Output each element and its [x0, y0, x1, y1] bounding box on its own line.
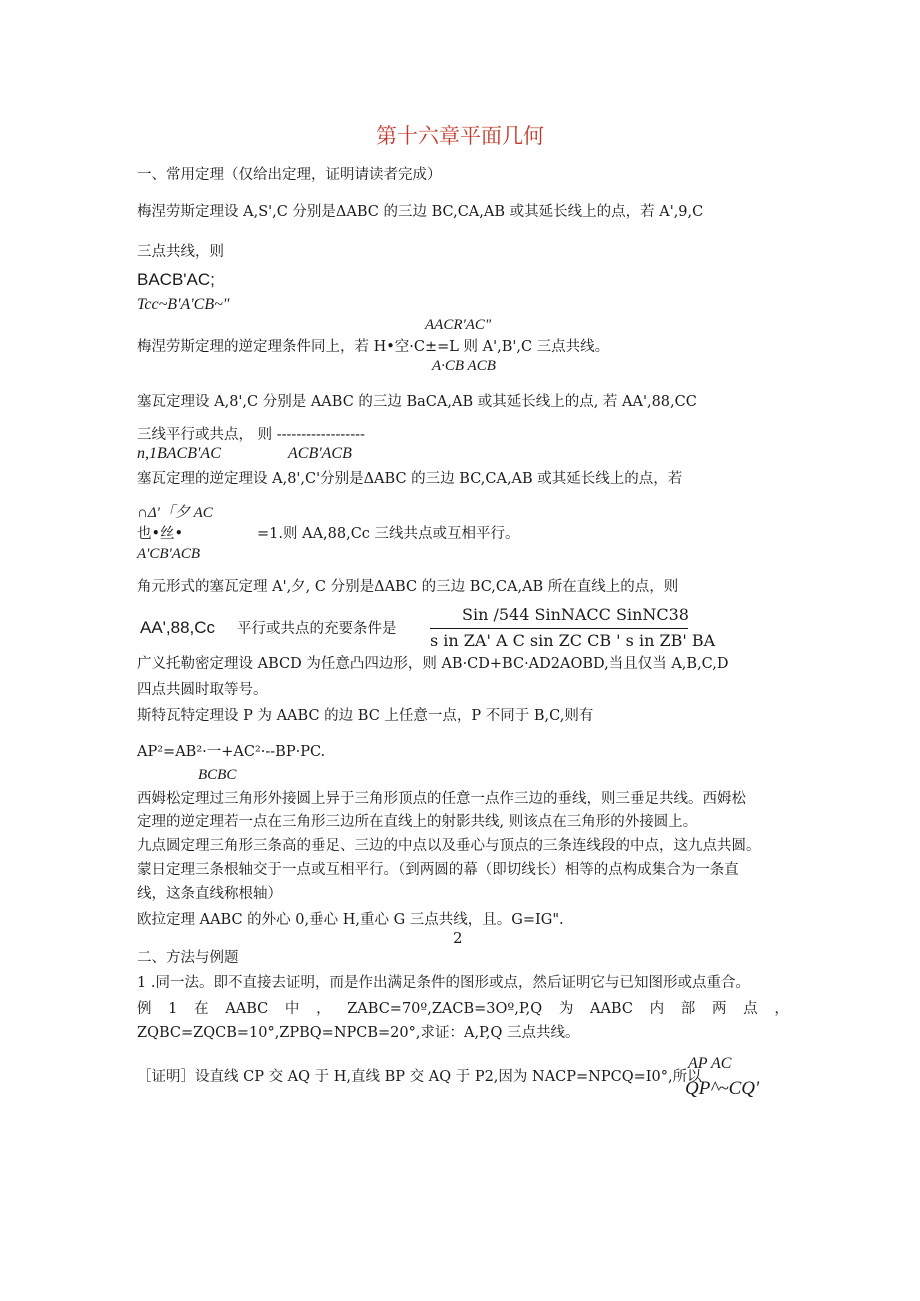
- example-word: 部: [680, 1001, 696, 1017]
- stewart-formula-denominators: BCBC: [198, 767, 237, 783]
- simson-theorem-line-2: 定理的逆定理若一点在三角形三边所在直线上的射影共线, 则该点在三角形的外接圆上。: [137, 814, 698, 830]
- ceva-theorem-line-1: 塞瓦定理设 A,8',C 分别是 AABC 的三边 BaCA,AB 或其延长线上的点, 若 AA',88,CC: [137, 394, 697, 410]
- ptolemy-theorem-line-1: 广义托勒密定理设 ABCD 为任意凸四边形，则 AB·CD+BC·AD2AOBD,当且仅当 A,B,C,D: [137, 656, 729, 672]
- method-same-approach: 1 .同一法。即不直接去证明，而是作出满足条件的图形或点，然后证明它与已知图形或点重合。: [137, 975, 750, 991]
- example-word: ，: [774, 1001, 789, 1017]
- ceva-formula-right: ACB'ACB: [288, 445, 352, 462]
- trig-ceva-condition-text: 平行或共点的充要条件是: [237, 621, 397, 637]
- proof-fraction-numerator: AP AC: [688, 1055, 732, 1072]
- menelaus-theorem-line-2: 三点共线，则: [137, 244, 224, 260]
- trig-ceva-theorem-line-1: 角元形式的塞瓦定理 A',夕, C 分别是ΔABC 的三边 BC,CA,AB 所在直线上的点，则: [137, 579, 679, 595]
- nine-point-circle-theorem: 九点圆定理三角形三条高的垂足、三边的中点以及垂心与顶点的三条连线段的中点，这九点共圆。: [137, 838, 761, 854]
- ceva-formula-left: n,1BACB'AC: [137, 445, 221, 462]
- euler-denominator: 2: [453, 929, 463, 947]
- example-word: 在: [194, 1001, 209, 1017]
- menelaus-theorem-line-1: 梅涅劳斯定理设 A,S',C 分别是ΔABC 的三边 BC,CA,AB 或其延长线上的点，若 A',9,C: [137, 204, 704, 220]
- ptolemy-theorem-line-2: 四点共圆时取等号。: [137, 682, 268, 698]
- section-heading-theorems: 一、常用定理（仅给出定理，证明请读者完成）: [137, 167, 442, 183]
- trig-ceva-lines: AA',88,Cc: [140, 618, 216, 637]
- trig-ceva-numerator: Sin /544 SinNACC SinNC38: [462, 605, 689, 624]
- example-word: AABC: [225, 1001, 269, 1017]
- monge-theorem-line-2: 线，这条直线称根轴）: [137, 886, 282, 902]
- example-1-statement: [137, 1000, 789, 1018]
- proof-line-1: ［证明］设直线 CP 交 AQ 于 H,直线 BP 交 AQ 于 P2,因为 NACP=NPCQ=I0°,所以: [137, 1069, 702, 1085]
- ceva-theorem-line-2: 三线平行或共点， 则 ------------------: [137, 427, 365, 443]
- trig-ceva-fraction-bar: [430, 628, 688, 629]
- example-word: ZABC=70º,ZACB=3Oº,P,Q: [347, 1001, 543, 1017]
- ceva-inverse-theorem: 塞瓦定理的逆定理设 A,8',C'分别是ΔABC 的三边 BC,CA,AB 或其延长线上的点，若: [137, 471, 683, 487]
- ceva-inverse-conclusion: =1.则 AA,88,Cc 三线共点或互相平行。: [257, 526, 520, 542]
- monge-theorem-line-1: 蒙日定理三条根轴交于一点或互相平行。（到两圆的幕（即切线长）相等的点构成集合为一条直: [137, 862, 739, 878]
- example-word: 例: [137, 1001, 152, 1017]
- example-word: 内: [649, 1001, 665, 1017]
- ceva-inverse-formula-1: ∩Δ'「夕 AC: [137, 505, 213, 521]
- example-word: 中: [284, 1001, 300, 1017]
- menelaus-formula-2: Tcc~B'A'CB~": [137, 296, 230, 313]
- example-1-condition: ZQBC=ZQCB=10°,ZPBQ=NPCB=20°,求证：A,P,Q 三点共线。: [137, 1025, 580, 1041]
- trig-ceva-denominator: s in ZA' A C sin ZC CB ' s in ZB' BA: [430, 631, 716, 650]
- menelaus-inverse-denominator: A·CB ACB: [432, 358, 496, 374]
- ceva-inverse-formula-3: A'CB'ACB: [137, 546, 201, 562]
- example-word: AABC: [589, 1001, 633, 1017]
- example-word: ，: [316, 1001, 331, 1017]
- menelaus-inverse-theorem: 梅涅劳斯定理的逆定理条件同上，若 H•空·C±=L 则 A',B',C 三点共线。: [137, 339, 610, 355]
- menelaus-inverse-numerator: AACR'AC": [425, 317, 492, 333]
- example-word: 两: [711, 1001, 727, 1017]
- page-title: 第十六章平面几何: [376, 124, 544, 148]
- example-word: 为: [558, 1001, 574, 1017]
- stewart-formula: AP²=AB²·一+AC²·--BP·PC.: [137, 744, 326, 760]
- simson-theorem-line-1: 西姆松定理过三角形外接圆上异于三角形顶点的任意一点作三边的垂线，则三垂足共线。西姆松: [137, 791, 746, 807]
- menelaus-formula-1: BACB'AC;: [137, 270, 215, 289]
- euler-theorem: 欧拉定理 AABC 的外心 0,垂心 H,重心 G 三点共线，且。G=IG".: [137, 912, 564, 928]
- section-heading-methods: 二、方法与例题: [137, 950, 239, 966]
- example-word: 点: [743, 1001, 758, 1017]
- ceva-inverse-formula-2: 也•丝•: [137, 526, 184, 542]
- example-word: 1: [168, 1001, 178, 1017]
- proof-fraction-denominator: QP^~CQ': [685, 1078, 760, 1099]
- stewart-theorem-line-1: 斯特瓦特定理设 P 为 AABC 的边 BC 上任意一点，P 不同于 B,C,则有: [137, 708, 594, 724]
